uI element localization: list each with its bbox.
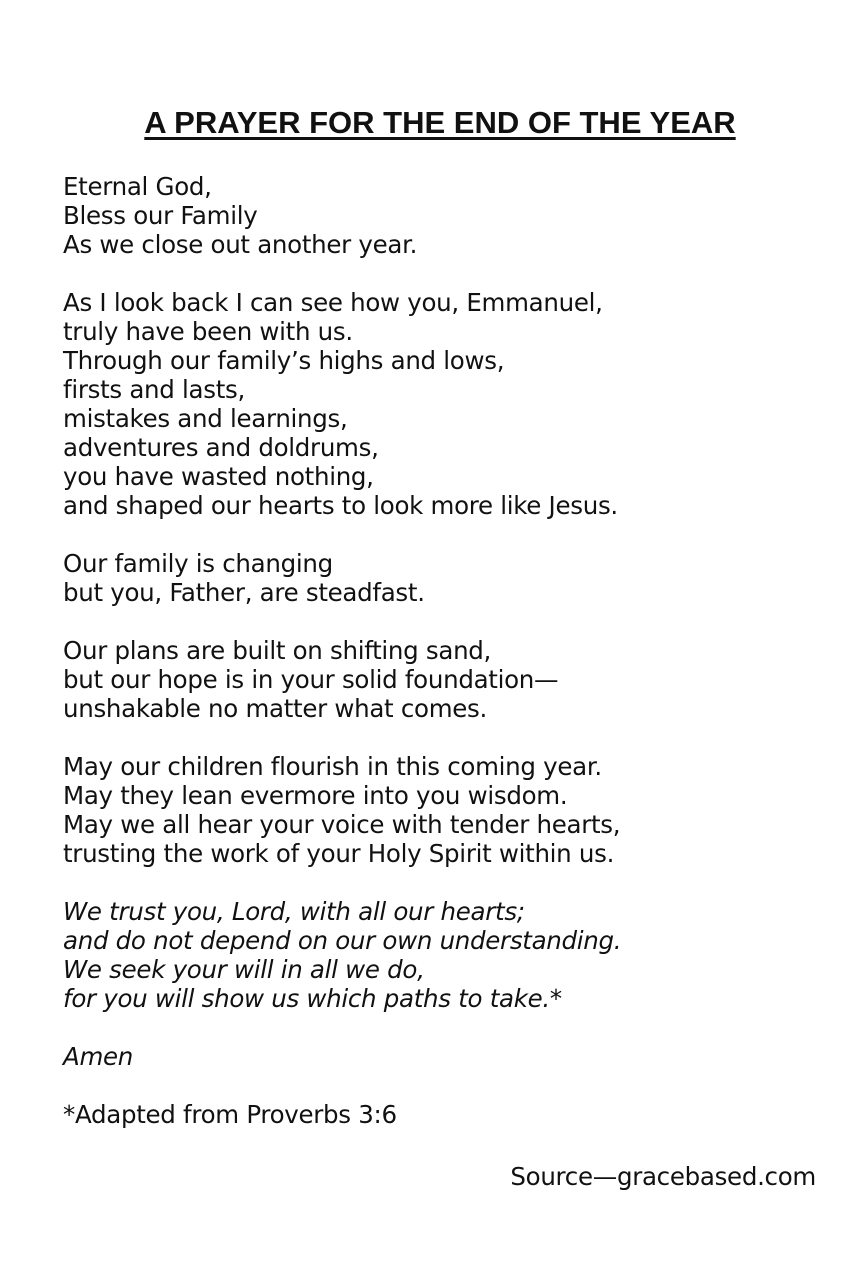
prayer-line: May we all hear your voice with tender hearts, xyxy=(63,810,621,839)
page-title: A PRAYER FOR THE END OF THE YEAR xyxy=(144,105,736,140)
prayer-line: We trust you, Lord, with all our hearts; xyxy=(63,897,525,926)
prayer-line: May they lean evermore into you wisdom. xyxy=(63,781,568,810)
prayer-line: Bless our Family xyxy=(63,201,258,230)
prayer-line: but our hope is in your solid foundation— xyxy=(63,665,559,694)
prayer-line: and do not depend on our own understanding. xyxy=(63,926,622,955)
prayer-line: truly have been with us. xyxy=(63,317,353,346)
prayer-line: As we close out another year. xyxy=(63,230,418,259)
prayer-line: for you will show us which paths to take.* xyxy=(63,984,562,1013)
prayer-line: Eternal God, xyxy=(63,172,212,201)
stanza-proverbs-quote xyxy=(63,897,843,1013)
prayer-line: As I look back I can see how you, Emmanuel, xyxy=(63,288,603,317)
stanza-looking-back xyxy=(63,288,843,520)
stanza-family-changing xyxy=(63,549,843,607)
prayer-line: Our family is changing xyxy=(63,549,333,578)
stanza-amen xyxy=(63,1042,843,1071)
stanza-children xyxy=(63,752,843,868)
prayer-line: We seek your will in all we do, xyxy=(63,955,425,984)
prayer-body xyxy=(63,172,843,1158)
prayer-line: May our children flourish in this coming year. xyxy=(63,752,602,781)
prayer-line: adventures and doldrums, xyxy=(63,433,379,462)
prayer-line: but you, Father, are steadfast. xyxy=(63,578,425,607)
stanza-plans xyxy=(63,636,843,723)
prayer-line: trusting the work of your Holy Spirit within us. xyxy=(63,839,615,868)
prayer-line: unshakable no matter what comes. xyxy=(63,694,488,723)
prayer-line: Through our family’s highs and lows, xyxy=(63,346,505,375)
prayer-line: firsts and lasts, xyxy=(63,375,245,404)
prayer-line: mistakes and learnings, xyxy=(63,404,348,433)
stanza-opening xyxy=(63,172,843,259)
amen-line: Amen xyxy=(63,1042,134,1071)
footnote-line: *Adapted from Proverbs 3:6 xyxy=(63,1100,397,1129)
stanza-footnote xyxy=(63,1100,843,1129)
source-credit: Source—gracebased.com xyxy=(510,1162,816,1191)
prayer-line: Our plans are built on shifting sand, xyxy=(63,636,492,665)
prayer-line: you have wasted nothing, xyxy=(63,462,374,491)
prayer-line: and shaped our hearts to look more like Jesus. xyxy=(63,491,618,520)
